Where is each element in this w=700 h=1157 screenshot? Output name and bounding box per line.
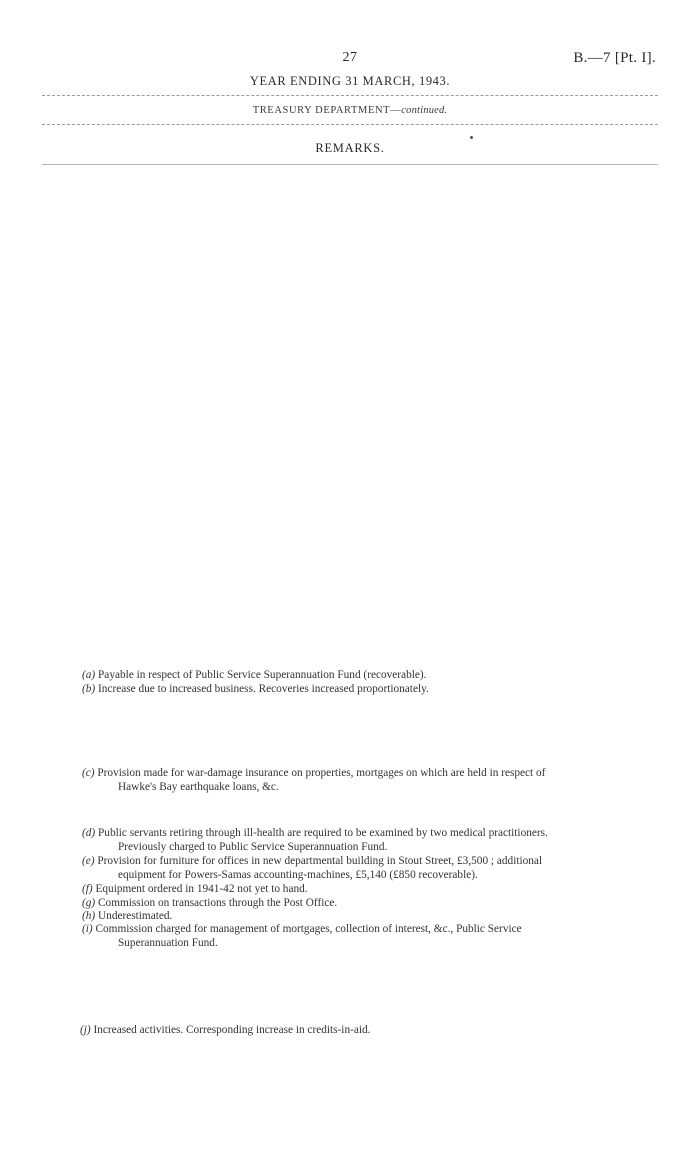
note-label: (j) (80, 1024, 91, 1036)
note-text: Payable in respect of Public Service Superannuation Fund (recoverable). (98, 669, 427, 681)
note-a (82, 668, 622, 682)
note-b (82, 682, 622, 696)
note-continuation: Hawke's Bay earthquake loans, &c. (118, 781, 279, 793)
department-heading (0, 105, 700, 116)
note-g (82, 896, 622, 910)
note-text: Public servants retiring through ill-health are required to be examined by two medical practitioners. (98, 827, 548, 839)
note-text: Underestimated. (98, 910, 173, 922)
note-text: Equipment ordered in 1941-42 not yet to hand. (95, 883, 308, 895)
page-number: 27 (342, 50, 358, 65)
note-continuation: equipment for Powers-Samas accounting-machines, £5,140 (£850 recoverable). (118, 869, 478, 881)
note-d (82, 826, 622, 854)
note-h (82, 909, 622, 923)
note-text: Commission on transactions through the Post Office. (98, 897, 338, 909)
note-j (80, 1023, 620, 1037)
note-label: (d) (82, 827, 96, 839)
note-label: (g) (82, 897, 96, 909)
note-label: (c) (82, 767, 95, 779)
note-continuation: Previously charged to Public Service Superannuation Fund. (118, 841, 388, 853)
note-label: (a) (82, 669, 96, 681)
document-reference: B.—7 [Pt. I]. (573, 50, 656, 66)
note-label: (i) (82, 923, 93, 935)
note-i (82, 922, 622, 950)
note-label: (b) (82, 683, 96, 695)
note-label: (f) (82, 883, 93, 895)
header-divider-bottom (42, 164, 658, 165)
note-f (82, 882, 622, 896)
note-text: Commission charged for management of mortgages, collection of interest, &c., Public Service (95, 923, 522, 935)
note-label: (e) (82, 855, 95, 867)
header-divider-top (42, 95, 658, 96)
header-divider-middle (42, 124, 658, 125)
department-name: TREASURY DEPARTMENT— (252, 105, 402, 116)
note-c (82, 766, 622, 794)
note-text: Increase due to increased business. Recoveries increased proportionately. (98, 683, 429, 695)
department-continued: continued. (401, 105, 448, 116)
year-heading: YEAR ENDING 31 MARCH, 1943. (249, 74, 451, 88)
note-text: Provision for furniture for offices in new departmental building in Stout Street, £3,500 ; additional (97, 855, 543, 867)
note-text: Increased activities. Corresponding increase in credits-in-aid. (93, 1024, 371, 1036)
note-label: (h) (82, 910, 96, 922)
note-text: Provision made for war-damage insurance on properties, mortgages on which are held in respect of (97, 767, 546, 779)
remarks-title: REMARKS. (315, 141, 385, 155)
note-e (82, 854, 622, 882)
note-continuation: Superannuation Fund. (118, 937, 218, 949)
ink-speck (470, 136, 473, 139)
